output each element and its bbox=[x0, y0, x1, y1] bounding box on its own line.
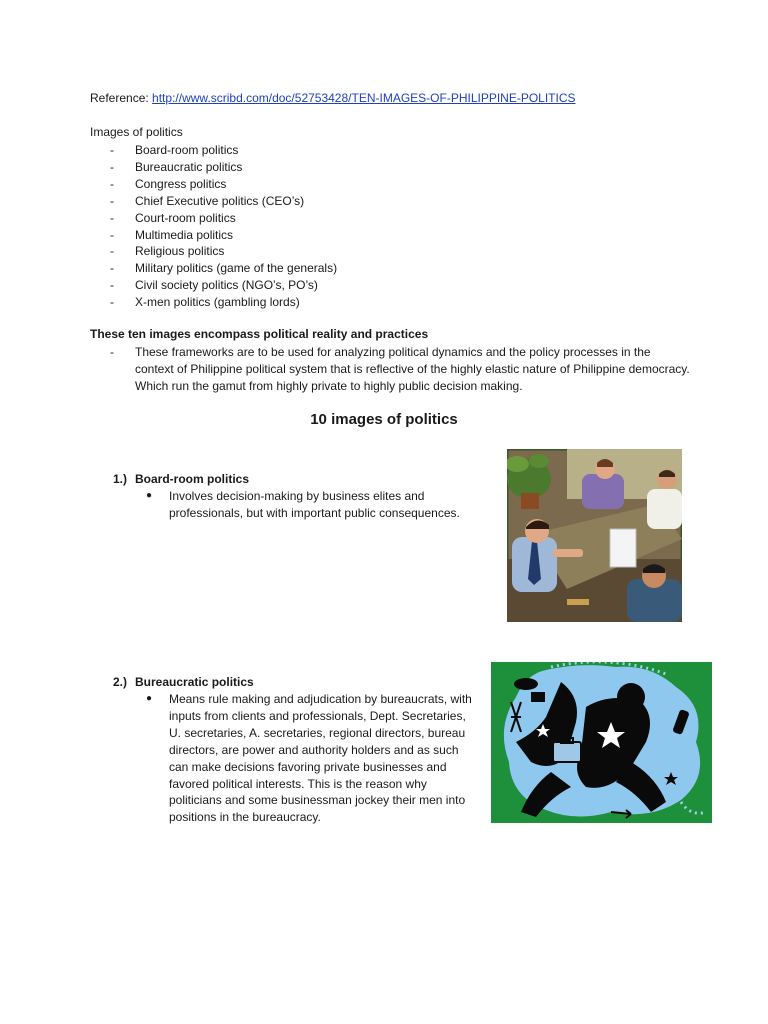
section-number: 1.) bbox=[113, 472, 128, 486]
bullet-icon: ● bbox=[146, 490, 153, 501]
list-item bbox=[110, 193, 337, 210]
list-item-text: Congress politics bbox=[135, 176, 227, 191]
dash-marker: - bbox=[110, 193, 114, 208]
list-item-text: Board-room politics bbox=[135, 143, 239, 157]
list-item bbox=[110, 260, 337, 277]
bullet-text: Involves decision-making by business elites and professionals, but with important public consequences. bbox=[169, 489, 460, 520]
list-item-text: Religious politics bbox=[135, 244, 225, 259]
list-item bbox=[110, 294, 337, 311]
section-1-heading bbox=[113, 472, 249, 487]
dash-marker: - bbox=[110, 143, 114, 157]
list-item-text: Court-room politics bbox=[135, 210, 236, 225]
list-item bbox=[110, 159, 337, 176]
list-item bbox=[110, 176, 337, 193]
section-heading-text: Board-room politics bbox=[135, 472, 250, 486]
dash-marker: - bbox=[110, 227, 114, 242]
reference-label: Reference: bbox=[90, 91, 153, 105]
dash-marker: - bbox=[110, 261, 114, 276]
dash-marker: - bbox=[110, 210, 114, 225]
businessman-with-phone-clipart bbox=[491, 662, 712, 823]
list-item-text: Multimedia politics bbox=[135, 227, 234, 242]
list-item-text: Chief Executive politics (CEO’s) bbox=[135, 193, 305, 208]
images-of-politics-list bbox=[110, 142, 337, 311]
list-item bbox=[110, 210, 337, 227]
images-of-politics-heading: Images of politics bbox=[90, 125, 183, 139]
list-item-text: X-men politics (gambling lords) bbox=[135, 295, 300, 310]
list-item-text: Bureaucratic politics bbox=[135, 159, 243, 174]
dash-marker: - bbox=[110, 295, 114, 310]
frameworks-text: These frameworks are to be used for analyzing political dynamics and the policy processes in the context of Philippine political system that is reflective of the highly elastic nature of Philippine democracy. Which run the gamut from highly private to highly public decision making. bbox=[135, 345, 690, 393]
bullet-icon: ● bbox=[146, 693, 153, 704]
boardroom-meeting-clipart bbox=[507, 449, 682, 622]
dash-marker: - bbox=[110, 345, 114, 359]
section-heading-text: Bureaucratic politics bbox=[135, 675, 254, 689]
section-1-bullet bbox=[146, 488, 476, 522]
ten-images-heading: These ten images encompass political reality and practices bbox=[90, 327, 429, 341]
reference-link[interactable]: http://www.scribd.com/doc/52753428/TEN-IMAGES-OF-PHILIPPINE-POLITICS bbox=[152, 91, 576, 105]
section-title: 10 images of politics bbox=[310, 411, 458, 428]
section-2-bullet bbox=[146, 691, 476, 826]
dash-marker: - bbox=[110, 176, 114, 191]
list-item-text: Military politics (game of the generals) bbox=[135, 261, 338, 276]
list-item-text: Civil society politics (NGO’s, PO’s) bbox=[135, 278, 318, 293]
list-item bbox=[110, 142, 337, 159]
list-item bbox=[110, 277, 337, 294]
frameworks-paragraph bbox=[110, 344, 690, 395]
reference-line bbox=[90, 91, 576, 106]
list-item bbox=[110, 243, 337, 260]
section-2-heading bbox=[113, 675, 254, 690]
section-number: 2.) bbox=[113, 675, 128, 689]
dash-marker: - bbox=[110, 278, 114, 293]
bullet-text: Means rule making and adjudication by bureaucrats, with inputs from clients and professionals, Dept. Secretaries, U. secretaries, A. secretaries, regional directors, bureau directors, are power and authority holders and as such can make decisions favoring private businesses and favored political interests. This is the reason why politicians and some businessman jockey their men into positions in the bureaucracy. bbox=[169, 692, 472, 825]
dash-marker: - bbox=[110, 244, 114, 259]
dash-marker: - bbox=[110, 159, 114, 174]
list-item bbox=[110, 227, 337, 244]
